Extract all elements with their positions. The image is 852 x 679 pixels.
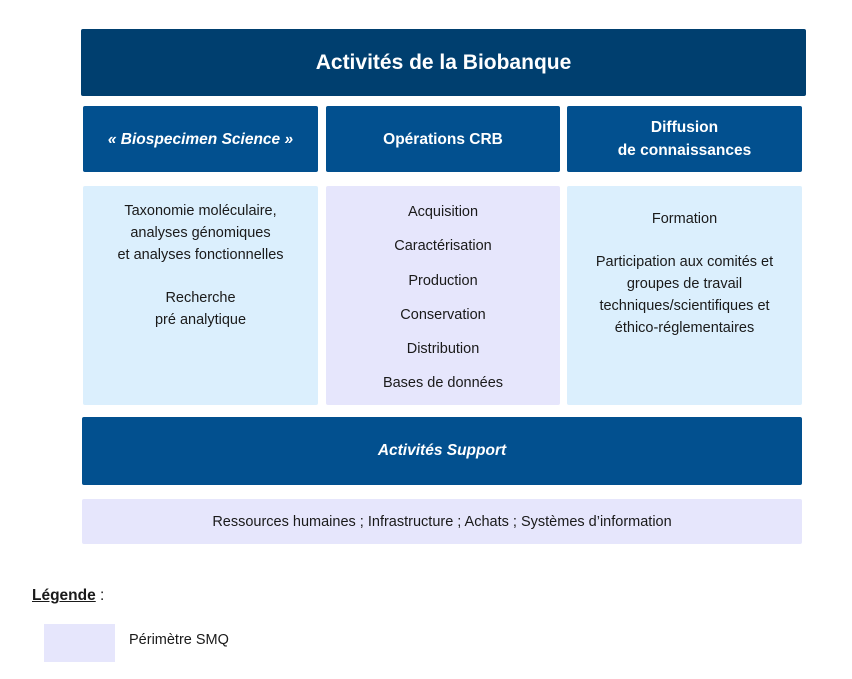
text-line: analyses génomiques (130, 225, 271, 241)
list-item-distribution: Distribution (406, 341, 480, 358)
diagram-title-bar (81, 29, 806, 96)
column-header-label: Opérations CRB (383, 130, 503, 148)
support-activities-text: Ressources humaines ; Infrastructure ; Achats ; Systèmes d’information (212, 513, 672, 530)
diagram-title: Activités de la Biobanque (315, 50, 572, 74)
list-item-bases-de-donnees: Bases de données (382, 375, 504, 392)
support-activities-list (82, 499, 802, 544)
text-line: groupes de travail (626, 276, 743, 292)
text-line: Taxonomie moléculaire, (124, 203, 277, 219)
list-item-caracterisation: Caractérisation (394, 238, 492, 255)
column-body-operations-crb (326, 186, 560, 405)
text-line: Participation aux comités et (595, 254, 774, 270)
column-body-biospecimen-science (83, 186, 318, 405)
list-item-acquisition: Acquisition (407, 204, 479, 220)
support-activities-header (82, 417, 802, 485)
column-header-label-line1: Diffusion (650, 119, 719, 136)
paragraph-participation (596, 251, 773, 339)
text-line: pré analytique (154, 312, 247, 328)
column-header-label-line2: de connaissances (617, 142, 752, 159)
text-line: techniques/scientifiques et (599, 298, 770, 314)
column-header-diffusion-connaissances (567, 106, 802, 172)
legend-title (32, 587, 104, 605)
legend-title-label: Légende (32, 587, 96, 604)
column-body-diffusion-connaissances (567, 186, 802, 405)
list-item-conservation: Conservation (400, 306, 486, 323)
legend-label-smq: Périmètre SMQ (129, 632, 229, 648)
text-line: et analyses fonctionnelles (117, 247, 284, 263)
paragraph-formation (652, 208, 717, 230)
legend-swatch-smq (44, 624, 115, 662)
list-item-production: Production (408, 272, 478, 289)
column-header-operations-crb (326, 106, 560, 172)
text-line: Formation (651, 211, 718, 227)
legend-title-separator: : (95, 587, 105, 604)
column-header-label: « Biospecimen Science » (107, 130, 294, 148)
text-line: Recherche (165, 290, 236, 306)
text-line: éthico-réglementaires (614, 320, 755, 336)
paragraph-recherche (155, 287, 246, 331)
column-header-biospecimen-science (83, 106, 318, 172)
support-activities-title: Activités Support (377, 442, 507, 459)
paragraph-taxonomie (117, 200, 283, 266)
